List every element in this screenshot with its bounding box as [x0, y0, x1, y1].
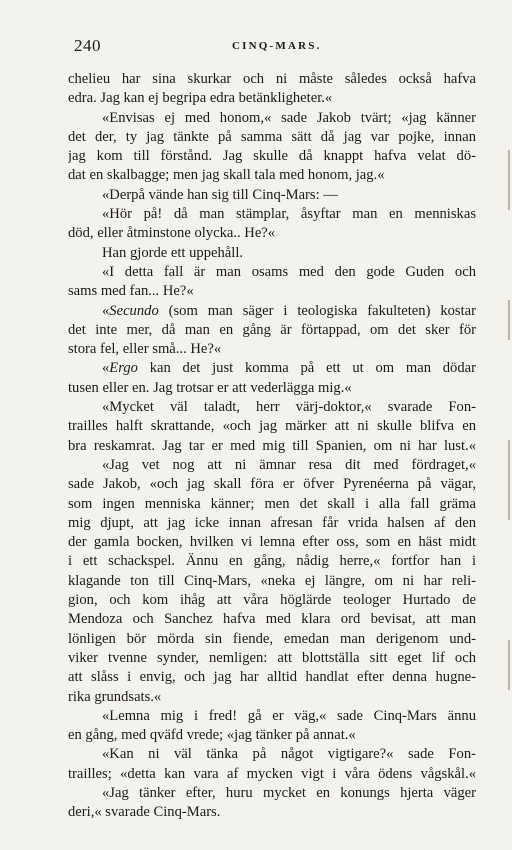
text-line: dat en skalbagge; men jag skall tala med honom, jag.« [68, 167, 385, 184]
text-line: klagande ton till Cinq-Mars, «neka ej längre, om ni har reli- [68, 572, 476, 589]
text-line: att slåss i envig, och jag har alltid handlat efter denna hugne- [68, 669, 476, 686]
text-line: död, eller åtminstone olycka.. He?« [68, 225, 276, 242]
page-number: 240 [74, 36, 101, 55]
text-line: sade Jakob, «och jag skall föra er öfver Pyrenéerna på vägar, [68, 476, 476, 493]
text-line: «Envisas ej med honom,« sade Jakob tvärt; «jag känner [102, 109, 476, 126]
text-line: som ingen menniska känner; men det skall i alla fall gräma [68, 495, 476, 512]
text-line: «Lemna mig i fred! gå er väg,« sade Cinq-Mars ännu [102, 707, 476, 724]
text-line: tusen eller en. Jag trotsar er att vederlägga mig.« [68, 379, 352, 396]
text-line: sams med fan... He?« [68, 283, 194, 300]
page-edge-mark [508, 300, 510, 340]
text-line: trailles; «detta kan vara af mycken vigt i våra ödens vågskål.« [68, 765, 476, 782]
text-line: «I detta fall är man osams med den gode Guden och [102, 263, 476, 280]
text-line: det der, ty jag tänkte på samma sätt då jag var pojke, innan [68, 128, 476, 145]
text-line: Mendoza och Sanchez hafva med klara ord bevisat, att man [68, 611, 476, 628]
page-header [74, 36, 472, 56]
text-line: «Kan ni väl tänka på något vigtigare?« sade Fon- [102, 746, 476, 763]
italic-word: Secundo [109, 302, 159, 319]
text-line: stora fel, eller små... He?« [68, 341, 222, 358]
text-line: «Hör på! då man stämplar, åsyftar man en menniskas [102, 206, 476, 223]
text-line: bra reskamrat. Jag tar er med mig till Spanien, om ni har lust.« [68, 437, 476, 454]
text-line: edra. Jag kan ej begripa edra betänkligheter.« [68, 90, 333, 107]
text-line: «Secundo (som man säger i teologiska fakulteten) kostar [102, 302, 476, 319]
page-edge-mark [508, 640, 510, 690]
text-line: det inte mer, då man en gång är förtappad, om det sker för [68, 321, 476, 338]
text-line: i ett schackspel. Ännu en gång, nådig herre,« fortfor han i [68, 553, 476, 570]
text-line: trailles halft skrattande, «och jag märker att ni skulle blifva en [68, 418, 476, 435]
text-line: «Ergo kan det just komma på ett ut om man dödar [102, 360, 476, 377]
text-line: jag kom till förstånd. Jag skulle då knappt hafva velat dö- [68, 148, 476, 165]
body-text [68, 70, 476, 823]
italic-word: Ergo [109, 360, 138, 377]
running-title: CINQ-MARS. [232, 40, 322, 52]
text-line: «Mycket väl taladt, herr värj-doktor,« svarade Fon- [102, 399, 476, 416]
text-line: Han gjorde ett uppehåll. [102, 244, 244, 261]
text-line: lönligen bör mörda sin fiende, emedan man derigenom und- [68, 630, 476, 647]
text-line: «Jag vet nog att ni ämnar resa dit med fördraget,« [102, 456, 476, 473]
text-line: der gamla bocken, hvilken vi lemna efter oss, som en häst midt [68, 534, 476, 551]
text-line: «Derpå vände han sig till Cinq-Mars: — [102, 186, 338, 203]
page-edge-mark [508, 440, 510, 520]
text-line: gion, och kom ihåg att våra höglärde teologer Hurtado de [68, 592, 476, 609]
text-line: deri,« svarade Cinq-Mars. [68, 804, 221, 821]
text-line: mig djupt, att jag icke innan afresan får vrida halsen af den [68, 514, 476, 531]
text-line: rika grundsats.« [68, 688, 162, 705]
page-edge-mark [508, 150, 510, 210]
text-line: en gång, med qväfd vrede; «jag tänker på annat.« [68, 727, 356, 744]
text-line: chelieu har sina skurkar och ni måste således också hafva [68, 71, 476, 87]
text-line: «Jag tänker efter, huru mycket en konungs hjerta väger [102, 784, 476, 801]
text-line: viker tvenne synder, nemligen: att blottställa sitt eget lif och [68, 649, 476, 666]
